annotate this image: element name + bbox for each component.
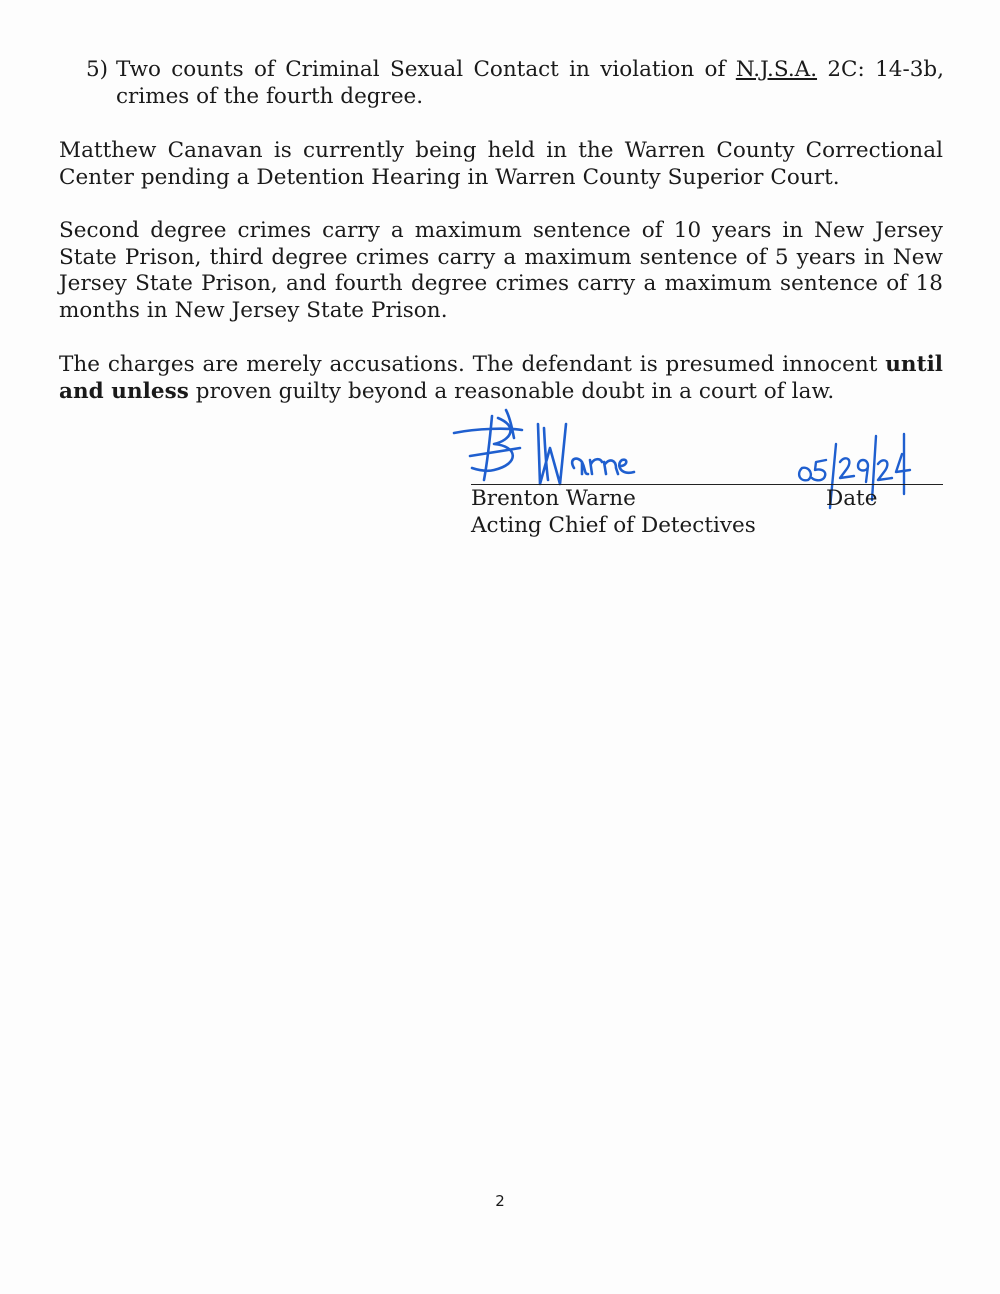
presumption-bold-text: until and unless xyxy=(59,352,943,404)
date-label: Date xyxy=(826,486,878,511)
statute-abbreviation: N.J.S.A. xyxy=(735,57,818,82)
signatory-title: Acting Chief of Detectives xyxy=(471,513,756,538)
signatory-block xyxy=(471,485,756,539)
signatory-name: Brenton Warne xyxy=(471,486,636,511)
list-item-text-before: Two counts of Criminal Sexual Contact in violation of xyxy=(116,57,736,82)
handwritten-signature xyxy=(448,388,648,498)
list-item-number: 5) xyxy=(86,57,109,82)
detention-paragraph: Matthew Canavan is currently being held in the Warren County Correctional Center pending a Detention Hearing in Warren County Superior Court. xyxy=(59,138,943,190)
page-number: 2 xyxy=(495,1192,505,1210)
presumption-text-after: proven guilty beyond a reasonable doubt in a court of law. xyxy=(188,378,835,404)
list-item-text-after: 2C: 14-3b, crimes of the fourth degree. xyxy=(116,57,944,109)
list-item-text xyxy=(116,57,944,110)
sentence-paragraph: Second degree crimes carry a maximum sentence of 10 years in New Jersey State Prison, third degree crimes carry a maximum sentence of 5 years in New Jersey State Prison, and fourth degree crimes carry a maximum sentence of 18 months in New Jersey State Prison. xyxy=(59,218,943,323)
presumption-text-before: The charges are merely accusations. The defendant is presumed innocent xyxy=(59,352,886,377)
